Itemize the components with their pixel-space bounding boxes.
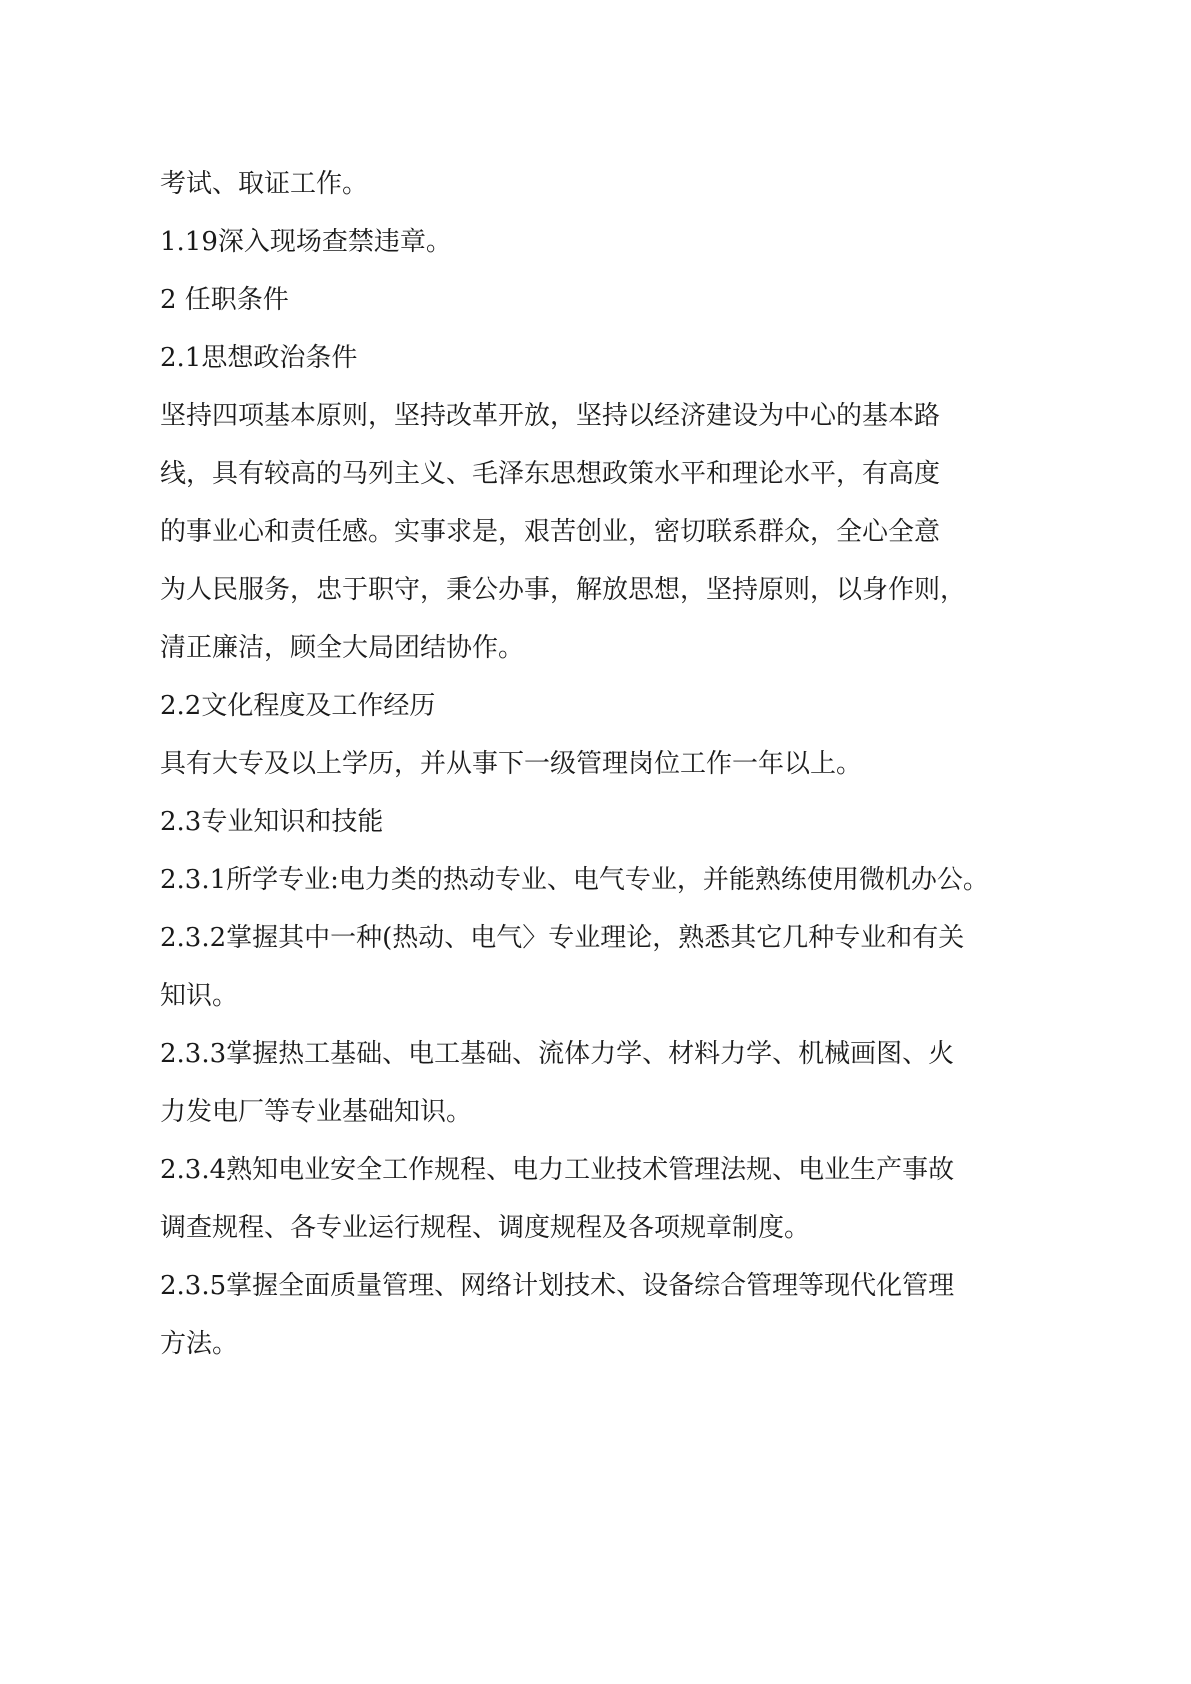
text-line: 方法。 bbox=[160, 1329, 239, 1359]
subsection-heading: 2.1思想政治条件 bbox=[160, 343, 358, 373]
text-line: 2.3.5掌握全面质量管理、网络计划技术、设备综合管理等现代化管理 bbox=[160, 1271, 955, 1301]
text-line: 2.3.3掌握热工基础、电工基础、流体力学、材料力学、机械画图、火 bbox=[160, 1039, 955, 1069]
text-line: 2.3.1所学专业:电力类的热动专业、电气专业，并能熟练使用微机办公。 bbox=[160, 865, 989, 895]
text-line: 为人民服务，忠于职守，秉公办事，解放思想，坚持原则，以身作则， bbox=[160, 575, 967, 605]
text-line: 具有大专及以上学历，并从事下一级管理岗位工作一年以上。 bbox=[160, 749, 863, 779]
text-line: 2.3.4熟知电业安全工作规程、电力工业技术管理法规、电业生产事故 bbox=[160, 1155, 955, 1185]
text-line: 力发电厂等专业基础知识。 bbox=[160, 1097, 473, 1127]
subsection-heading: 2.3专业知识和技能 bbox=[160, 807, 384, 837]
text-line: 2.3.2掌握其中一种(热动、电气〉专业理论，熟悉其它几种专业和有关 bbox=[160, 923, 965, 953]
subsection-heading: 2.2文化程度及工作经历 bbox=[160, 691, 436, 721]
text-line: 线，具有较高的马列主义、毛泽东思想政策水平和理论水平，有高度 bbox=[160, 459, 941, 489]
text-line: 坚持四项基本原则，坚持改革开放，坚持以经济建设为中心的基本路 bbox=[160, 401, 941, 431]
text-line: 调查规程、各专业运行规程、调度规程及各项规章制度。 bbox=[160, 1213, 811, 1243]
text-line: 考试、取证工作。 bbox=[160, 169, 369, 199]
section-heading: 2 任职条件 bbox=[160, 285, 289, 315]
text-line: 的事业心和责任感。实事求是，艰苦创业，密切联系群众，全心全意 bbox=[160, 517, 941, 547]
document-body bbox=[160, 164, 989, 1382]
text-line: 知识。 bbox=[160, 981, 239, 1011]
text-line: 清正廉洁，顾全大局团结协作。 bbox=[160, 633, 525, 663]
text-line: 1.19深入现场查禁违章。 bbox=[160, 227, 452, 257]
